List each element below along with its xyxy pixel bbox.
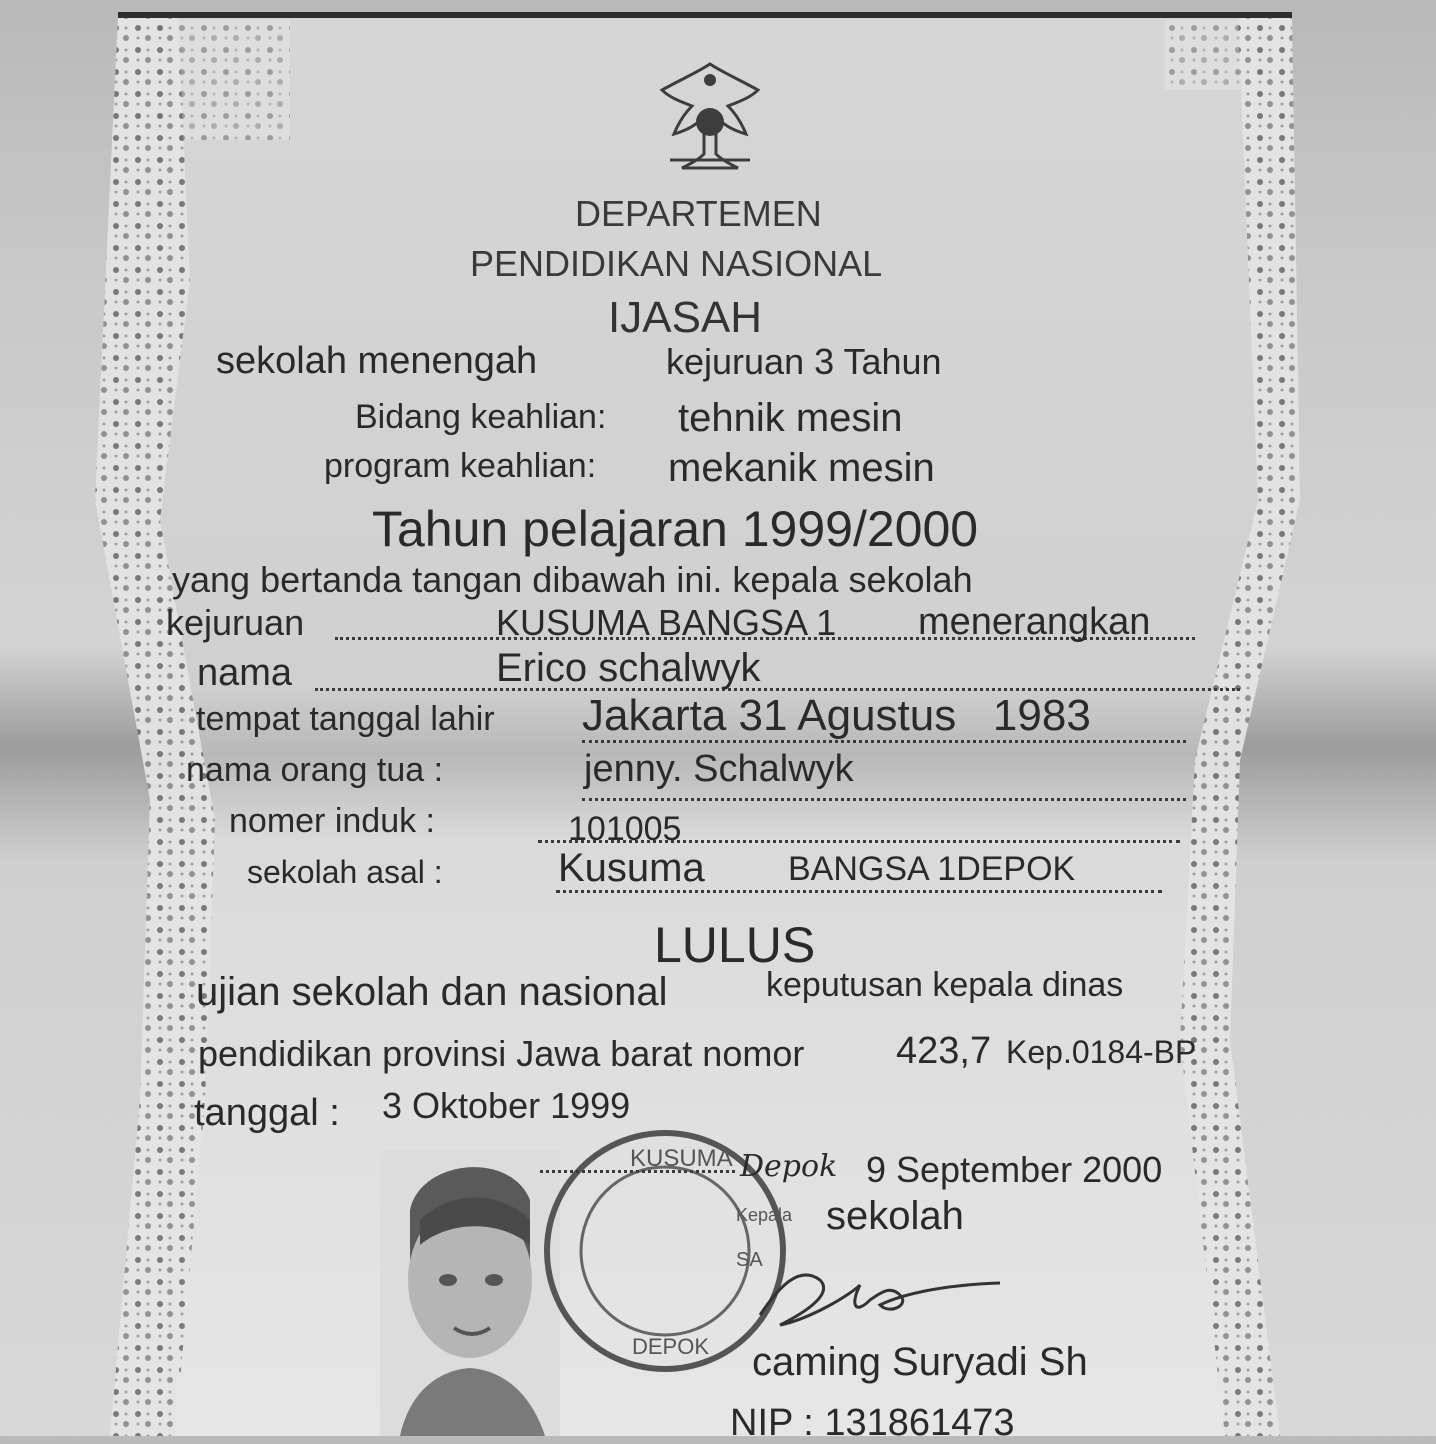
parent-label: nama orang tua :: [186, 751, 444, 789]
field-value: tehnik mesin: [678, 396, 903, 440]
decree-date-label: tanggal :: [194, 1092, 340, 1134]
result-line2-a: pendidikan provinsi Jawa barat nomor: [198, 1033, 805, 1074]
signatory-name: caming Suryadi Sh: [752, 1340, 1088, 1384]
academic-year: Tahun pelajaran 1999/2000: [372, 501, 979, 557]
department-heading: DEPARTEMEN: [575, 193, 822, 234]
result-line2-b: 423,7: [896, 1030, 992, 1072]
intro-text: yang bertanda tangan dibawah ini. kepala sekolah: [172, 559, 973, 600]
signatory-title: sekolah: [826, 1194, 964, 1238]
stamp-top-text: KUSUMA: [630, 1145, 733, 1172]
parent-line: [582, 798, 1186, 801]
school-type-right: kejuruan 3 Tahun: [666, 341, 942, 382]
program-label: program keahlian:: [324, 447, 597, 485]
birth-line: [582, 740, 1186, 743]
program-value: mekanik mesin: [668, 446, 935, 490]
birth-value: Jakarta 31 Agustus 1983: [582, 691, 1091, 740]
result-line1-b: keputusan kepala dinas: [766, 966, 1124, 1004]
student-photo: [380, 1150, 560, 1436]
decree-date-value: 3 Oktober 1999: [382, 1085, 631, 1126]
signature-place-line: [540, 1170, 735, 1173]
result-line1-a: ujian sekolah dan nasional: [196, 970, 668, 1014]
signatory-title-small: Kepala: [736, 1205, 793, 1225]
handwritten-signature: [740, 1255, 1040, 1345]
ministry-heading: PENDIDIKAN NASIONAL: [470, 243, 883, 284]
signature-place: Depok: [740, 1149, 838, 1184]
stamp-side-text: SA: [736, 1249, 763, 1271]
signature-date: 9 September 2000: [866, 1149, 1163, 1190]
school-type-left: sekolah menengah: [216, 340, 538, 382]
school-name: KUSUMA BANGSA 1: [496, 602, 837, 643]
parent-value: jenny. Schalwyk: [584, 748, 854, 790]
school-prefix: kejuruan: [166, 602, 305, 643]
stamp-bottom-text: DEPOK: [632, 1334, 710, 1359]
origin-value-b: BANGSA 1DEPOK: [788, 850, 1076, 888]
verb-text: menerangkan: [918, 601, 1151, 643]
origin-value-a: Kusuma: [558, 846, 705, 890]
result-line2-c: Kep.0184-BP: [1006, 1034, 1197, 1070]
signatory-nip: NIP : 131861473: [730, 1402, 1015, 1444]
field-label: Bidang keahlian:: [355, 398, 607, 436]
origin-line: [556, 890, 1162, 893]
name-label: nama: [197, 652, 293, 694]
student-no-label: nomer induk :: [229, 802, 435, 840]
student-no-value: 101005: [568, 810, 682, 848]
birth-label: tempat tanggal lahir: [196, 700, 495, 738]
document-title: IJASAH: [608, 293, 763, 342]
origin-label: sekolah asal :: [247, 854, 443, 890]
garuda-emblem-icon: [640, 50, 780, 180]
name-value: Erico schalwyk: [496, 646, 761, 690]
pass-status: LULUS: [654, 917, 816, 973]
